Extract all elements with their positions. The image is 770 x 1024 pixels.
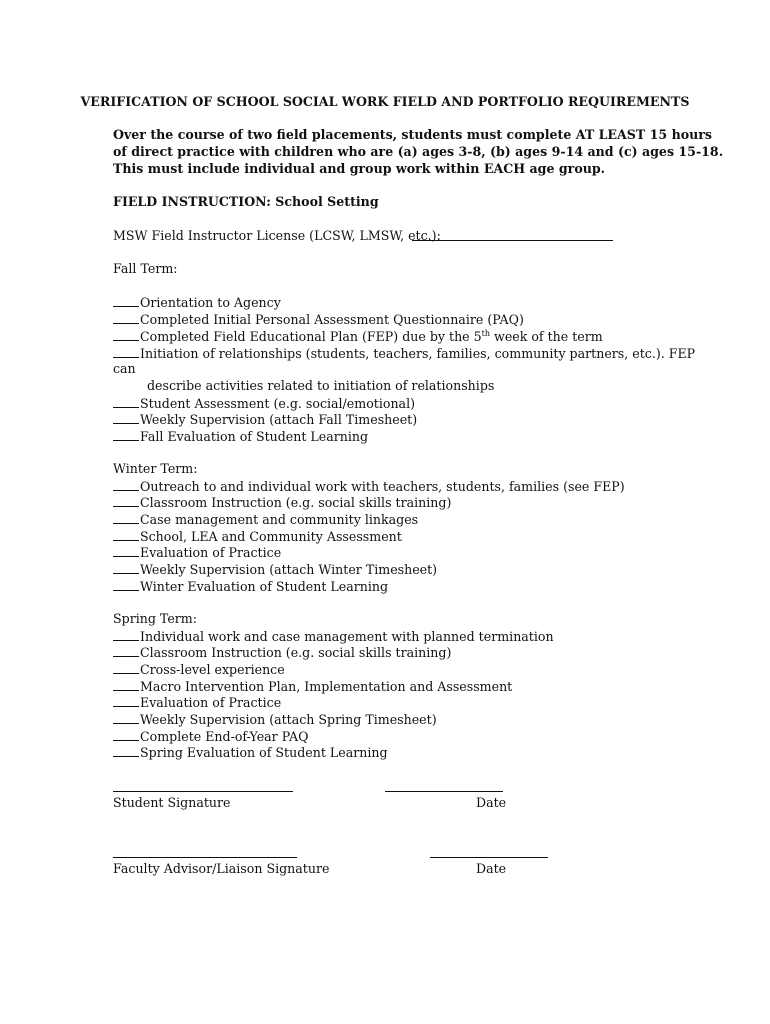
fall-item: Orientation to Agency	[113, 294, 281, 311]
spring-item: Individual work and case management with planned termination	[113, 628, 554, 645]
winter-item: Weekly Supervision (attach Winter Timesheet)	[113, 561, 437, 578]
license-field[interactable]	[412, 240, 613, 241]
intro-line-1: Over the course of two field placements, students must complete AT LEAST 15 hours	[113, 127, 713, 142]
fall-item: Initiation of relationships (students, teachers, families, community partners, etc.). FEP	[113, 345, 695, 362]
fall-item: Fall Evaluation of Student Learning	[113, 428, 368, 445]
intro-line-3: This must include individual and group work within EACH age group.	[113, 161, 606, 176]
faculty-date-label: Date	[476, 861, 507, 876]
fall-item: Completed Field Educational Plan (FEP) due by the 5th week of the term	[113, 328, 603, 345]
winter-heading: Winter Term:	[113, 461, 198, 476]
winter-item: Evaluation of Practice	[113, 544, 281, 561]
winter-item: Case management and community linkages	[113, 511, 418, 528]
winter-item: Winter Evaluation of Student Learning	[113, 578, 388, 595]
student-signature-label: Student Signature	[113, 795, 231, 810]
checkbox-blank[interactable]	[113, 578, 139, 591]
checkbox-blank[interactable]	[113, 661, 139, 674]
student-date-label: Date	[476, 795, 507, 810]
fall-item-wrap: can	[113, 361, 136, 376]
faculty-signature-label: Faculty Advisor/Liaison Signature	[113, 861, 330, 876]
spring-item: Complete End-of-Year PAQ	[113, 728, 308, 745]
spring-heading: Spring Term:	[113, 611, 197, 626]
checkbox-blank[interactable]	[113, 561, 139, 574]
checkbox-blank[interactable]	[113, 528, 139, 541]
fall-item: Student Assessment (e.g. social/emotional)	[113, 395, 415, 412]
spring-item: Spring Evaluation of Student Learning	[113, 744, 388, 761]
fall-item-wrap-desc: describe activities related to initiation of relationships	[147, 378, 495, 393]
checkbox-blank[interactable]	[113, 728, 139, 741]
spring-item: Macro Intervention Plan, Implementation and Assessment	[113, 678, 512, 695]
checkbox-blank[interactable]	[113, 544, 139, 557]
intro-line-2: of direct practice with children who are (a) ages 3-8, (b) ages 9-14 and (c) ages 15-18.	[113, 144, 724, 159]
checkbox-blank[interactable]	[113, 345, 139, 358]
spring-item: Weekly Supervision (attach Spring Timesheet)	[113, 711, 437, 728]
license-label: MSW Field Instructor License (LCSW, LMSW, etc.):	[113, 228, 441, 243]
faculty-date-line[interactable]	[430, 857, 548, 858]
checkbox-blank[interactable]	[113, 678, 139, 691]
spring-item: Evaluation of Practice	[113, 694, 281, 711]
checkbox-blank[interactable]	[113, 711, 139, 724]
checkbox-blank[interactable]	[113, 511, 139, 524]
fall-heading: Fall Term:	[113, 261, 178, 276]
winter-item: School, LEA and Community Assessment	[113, 528, 402, 545]
winter-item: Classroom Instruction (e.g. social skills training)	[113, 494, 451, 511]
checkbox-blank[interactable]	[113, 311, 139, 324]
student-signature-line[interactable]	[113, 791, 293, 792]
checkbox-blank[interactable]	[113, 628, 139, 641]
field-instruction-heading: FIELD INSTRUCTION: School Setting	[113, 194, 379, 209]
fall-item: Weekly Supervision (attach Fall Timesheet)	[113, 411, 417, 428]
checkbox-blank[interactable]	[113, 411, 139, 424]
checkbox-blank[interactable]	[113, 328, 139, 341]
checkbox-blank[interactable]	[113, 428, 139, 441]
checkbox-blank[interactable]	[113, 478, 139, 491]
spring-item: Cross-level experience	[113, 661, 285, 678]
checkbox-blank[interactable]	[113, 395, 139, 408]
checkbox-blank[interactable]	[113, 744, 139, 757]
fall-item: Completed Initial Personal Assessment Questionnaire (PAQ)	[113, 311, 524, 328]
student-date-line[interactable]	[385, 791, 503, 792]
spring-item: Classroom Instruction (e.g. social skills training)	[113, 644, 451, 661]
faculty-signature-line[interactable]	[113, 857, 297, 858]
checkbox-blank[interactable]	[113, 294, 139, 307]
checkbox-blank[interactable]	[113, 644, 139, 657]
checkbox-blank[interactable]	[113, 494, 139, 507]
document-title: VERIFICATION OF SCHOOL SOCIAL WORK FIELD AND PORTFOLIO REQUIREMENTS	[80, 94, 690, 109]
winter-item: Outreach to and individual work with teachers, students, families (see FEP)	[113, 478, 625, 495]
checkbox-blank[interactable]	[113, 694, 139, 707]
